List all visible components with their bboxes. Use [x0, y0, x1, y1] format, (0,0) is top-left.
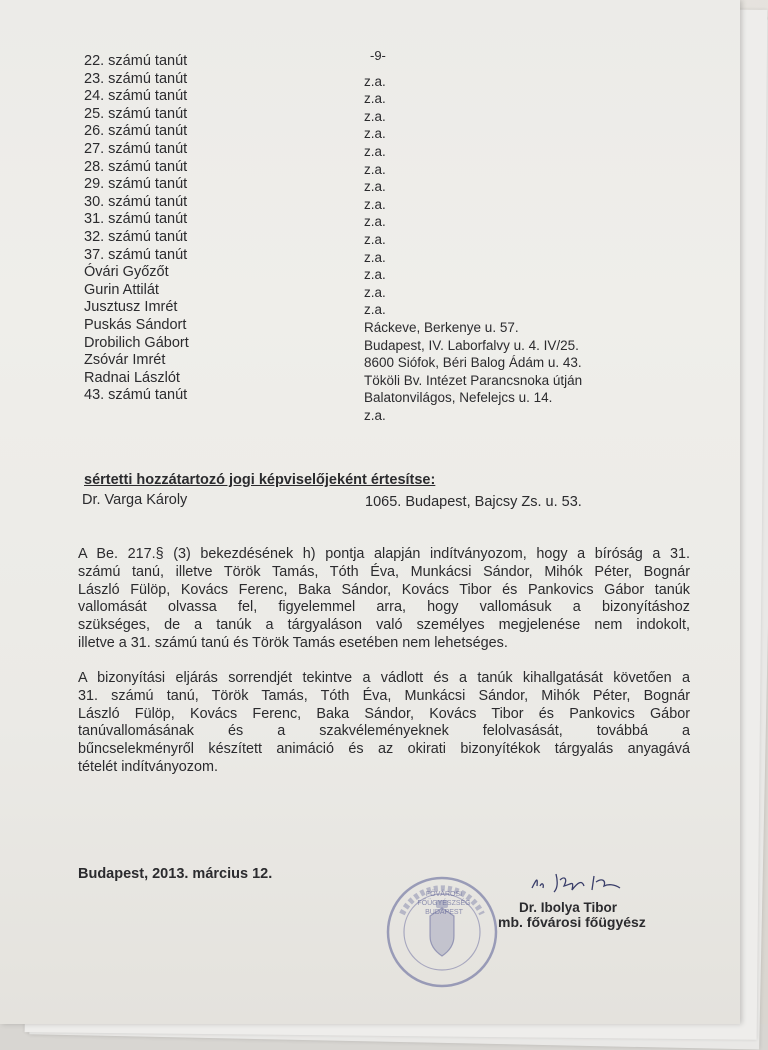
witness-name: Puskás Sándort: [84, 316, 187, 333]
witness-name: Radnai Lászlót: [84, 369, 180, 386]
signatory-name: Dr. Ibolya Tibor: [519, 900, 618, 915]
motion-paragraph-2: [78, 670, 690, 777]
witness-address: Balatonvilágos, Nefelejcs u. 14.: [364, 390, 553, 406]
witness-name: 31. számú tanút: [84, 211, 188, 228]
witness-name: 27. számú tanút: [84, 140, 188, 157]
witness-address: z.a.: [364, 284, 386, 300]
witness-address: z.a.: [364, 407, 386, 423]
witness-address: Tököli Bv. Intézet Parancsnoka útján: [364, 372, 583, 388]
witness-address: Ráckeve, Berkenye u. 57.: [364, 319, 519, 335]
paragraph-line: tételét indítványozom.: [78, 758, 218, 775]
witness-address: z.a.: [364, 196, 386, 212]
witness-address: z.a.: [364, 179, 386, 195]
witness-address: z.a.: [364, 91, 386, 107]
witness-address: z.a.: [364, 126, 386, 142]
witness-name: 29. számú tanút: [84, 176, 188, 193]
signatory-title: mb. fővárosi főügyész: [498, 914, 646, 930]
representative-address: 1065. Budapest, Bajcsy Zs. u. 53.: [365, 494, 582, 510]
representative-name: Dr. Varga Károly: [82, 492, 188, 508]
witness-address: z.a.: [364, 143, 386, 159]
witness-address: z.a.: [364, 267, 386, 283]
witness-name: 28. számú tanút: [84, 158, 188, 175]
motion-paragraph-1: [78, 546, 690, 653]
witness-name: 37. számú tanút: [84, 246, 188, 263]
witness-name: Zsóvár Imrét: [84, 352, 166, 369]
witness-address: z.a.: [364, 214, 386, 230]
witness-address: z.a.: [364, 108, 386, 124]
witness-name: 22. számú tanút: [84, 53, 188, 69]
witness-name: Óvári Győzőt: [84, 264, 169, 281]
paragraph-line: A bizonyítási eljárás sorrendjét tekintve a vádlott és a tanúk kihallgatását követően a: [78, 670, 690, 686]
witness-address: z.a.: [364, 231, 386, 247]
paragraph-line: 31. számú tanú, Török Tamás, Tóth Éva, Munkácsi Sándor, Mihók Péter, Bognár: [78, 687, 690, 704]
paragraph-line: bűncselekményről készített animáció és az okirati bizonyítékok tárgyalás anyagává: [78, 741, 690, 758]
witness-address: z.a.: [364, 161, 386, 177]
stamp-text: FŐVÁROSI FŐÜGYÉSZSÉG BUDAPEST: [417, 891, 471, 916]
witness-name: 30. számú tanút: [84, 193, 188, 210]
witness-name: 43. számú tanút: [84, 387, 188, 404]
witness-address: 8600 Siófok, Béri Balog Ádám u. 43.: [364, 355, 582, 371]
witness-name: Drobilich Gábort: [84, 334, 189, 351]
paragraph-line: számú tanú, illetve Török Tamás, Tóth Éva, Munkácsi Sándor, Mihók Péter, Bognár: [78, 563, 690, 580]
paragraph-line: László Fülöp, Kovács Ferenc, Baka Sándor, Kovács Tibor és Pankovics Gábor: [78, 705, 690, 722]
handwritten-signature: [528, 866, 638, 898]
paragraph-line: szükséges, de a tanúk a tárgyaláson való személyes megjelenése nem indokolt,: [78, 617, 690, 634]
witness-name: 26. számú tanút: [84, 123, 188, 140]
witness-address: Budapest, IV. Laborfalvy u. 4. IV/25.: [364, 337, 579, 353]
page-number: -9-: [370, 48, 386, 63]
representative-heading: sértetti hozzátartozó jogi képviselőjeként értesítse:: [84, 472, 436, 488]
witness-name: 23. számú tanút: [84, 70, 188, 87]
paragraph-line: illetve a 31. számú tanú és Török Tamás esetében nem lehetséges.: [78, 634, 508, 651]
witness-address: z.a.: [364, 249, 386, 265]
witness-name: Gurin Attilát: [84, 281, 159, 298]
witness-address: z.a.: [364, 73, 386, 89]
witness-name: 25. számú tanút: [84, 105, 188, 122]
place-date: Budapest, 2013. március 12.: [78, 866, 273, 882]
paragraph-line: vallomását olvassa fel, figyelemmel arra, hogy vallomásuk a bizonyításhoz: [78, 599, 690, 616]
witness-name: 32. számú tanút: [84, 228, 188, 245]
witness-name: Jusztusz Imrét: [84, 299, 178, 316]
paragraph-line: tanúvallomásának és a szakvéleményeknek felolvasását, továbbá a: [78, 723, 690, 740]
paragraph-line: A Be. 217.§ (3) bekezdésének h) pontja alapján indítványozom, hogy a bíróság a 31.: [78, 546, 690, 562]
paragraph-line: László Fülöp, Kovács Ferenc, Baka Sándor, Kovács Tibor és Pankovics Gábor tanúk: [78, 581, 690, 598]
witness-address: z.a.: [364, 302, 386, 318]
witness-name: 24. számú tanút: [84, 88, 188, 105]
